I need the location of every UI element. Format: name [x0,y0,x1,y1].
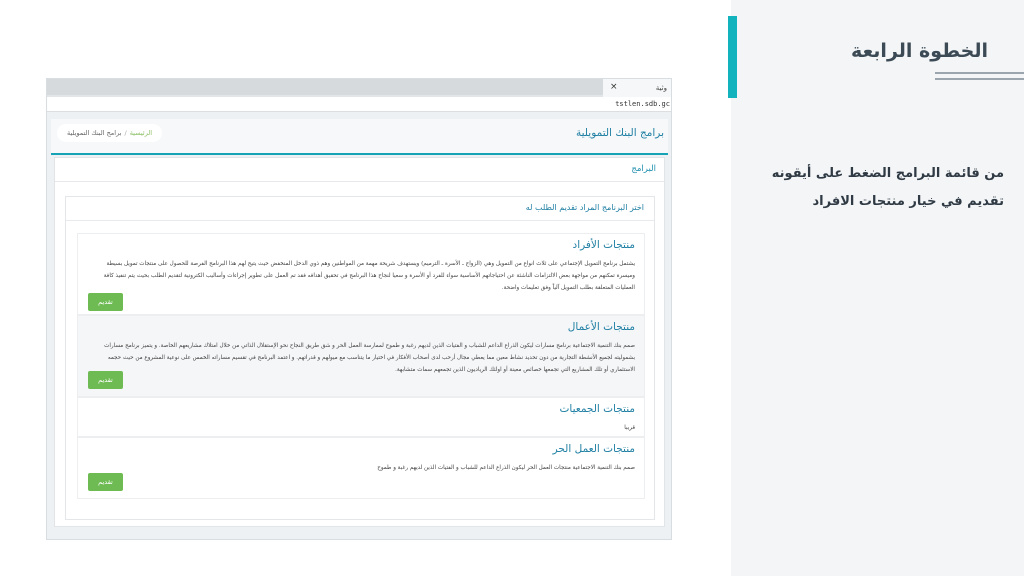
product-individuals [77,233,645,315]
breadcrumb [57,124,162,142]
product-description: يشتمل برنامج التمويل الإجتماعي على ثلاث انواع من التمويل وهي (الزواج ـ الأسرة ـ الترميم) ويستهدف شريحة مهمة من المواطنين وهم ذوي الدخل المنخفض حيث يتيح لهم هذا البرنامج الفرصة للحصول على منتجات تمويل بسيطة وميسرة تمكنهم من مواجهة بعض الالتزامات الناشئة عن احتياجاتهم الأساسية سواء للفرد أو الأسرة و سعيا لنجاح هذا البرنامج في تحقيق أهدافه فقد تم العمل على تطوير إجراءات وأساليب الكترونية لتقديم الطلب بحيث يتم تنفيذ كافة العمليات المتعلقة بطلب التمويل آلياً وفق تعليمات واضحة. [103,261,635,291]
page-header [51,119,668,155]
breadcrumb-home[interactable]: الرئيسية [129,129,153,137]
select-prompt: اختر البرنامج المراد تقديم الطلب له [525,203,644,212]
programs-card [54,157,665,527]
browser-tab-strip [47,79,622,95]
address-bar[interactable] [47,97,672,112]
apply-button-individuals[interactable]: تقديم [88,293,123,311]
breadcrumb-separator: / [124,129,127,137]
product-description: صمم بنك التنمية الاجتماعية برنامج مسارات ليكون الذراع الداعم للشباب و الفتيات الذين لديهم رغبة و طموح لممارسة العمل الحر و شق طريق النجاح نحو الإستقلال الذاتي من خلال امتلاك مشاريعهم الخاصة. و يتميز برنامج مسارات بشموليته لجميع الأنشطة التجارية من دون تحديد نشاط معين مما يعطي مجال أرحب لدى أصحاب الأفكار في اختيار ما يتناسب مع ميولهم و قدراتهم. و اعتمد البرنامج في تقسيم مساراته الخمس على نوعية المشروع من حيث حجمه الاستثماري أو تلك المشاريع التي تجمعها خصائص معينة أو اولئك الرياديون الذين تجمعهم سمات متشابهة. [104,343,635,373]
product-business [77,315,645,397]
card-header [55,158,664,182]
product-title: منتجات الأعمال [567,321,635,333]
product-title: منتجات الأفراد [572,239,635,251]
browser-tab[interactable]: وثية [603,79,672,97]
accent-bar [728,16,737,98]
address-url: tstlen.sdb.gc [615,100,670,108]
breadcrumb-current: برامج البنك التمويلية [67,129,122,137]
browser-tab-bar [47,79,672,97]
programs-list [65,196,655,520]
card-header-label: البرامج [631,164,656,174]
product-description: قريبا [624,425,635,431]
divider [66,220,654,221]
slide-title: الخطوة الرابعة [851,40,988,62]
product-freelance [77,437,645,499]
apply-button-freelance[interactable]: تقديم [88,473,123,491]
slide-description: من قائمة البرامج الضغط على أيقونه تقديم في خيار منتجات الافراد [771,166,1004,209]
title-underline [935,72,1024,84]
app-screenshot [46,78,672,540]
tab-close-icon[interactable]: × [610,82,618,92]
product-title: منتجات العمل الحر [552,443,635,455]
product-title: منتجات الجمعيات [559,403,635,415]
product-associations [77,397,645,437]
slide-panel [731,0,1024,576]
product-description: صمم بنك التنمية الاجتماعية منتجات العمل الحر ليكون الذراع الداعم للشباب و الفتيات الذين لديهم رغبة و طموح [377,465,635,471]
apply-button-business[interactable]: تقديم [88,371,123,389]
page-title: برامج البنك التمويلية [576,127,664,139]
